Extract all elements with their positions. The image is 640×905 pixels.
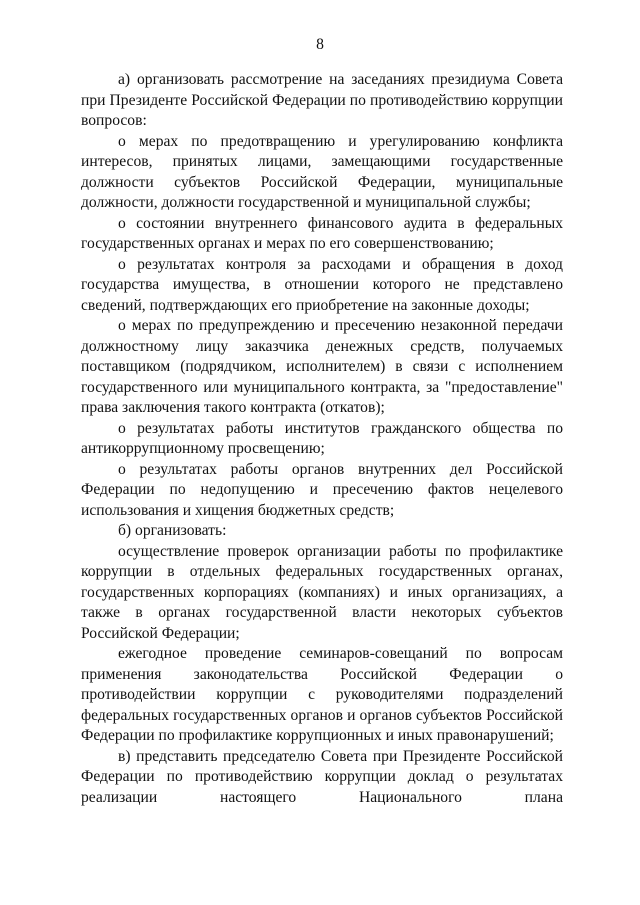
paragraph-inspections: осуществление проверок организации работы по профилактике коррупции в отдельных федеральных государственных органах, государственных корпорациях (компаниях) и иных организациях, а также в органах государственной власти некоторых субъектов Российской Федерации; <box>81 542 563 642</box>
paragraph-conflict-of-interest: о мерах по предотвращению и урегулированию конфликта интересов, принятых лицами, замещающими государственные должности субъектов Российской Федерации, муниципальные должности, должности государственной и муниципальной службы; <box>81 132 563 211</box>
document-body <box>81 70 563 808</box>
paragraph-a-intro: а) организовать рассмотрение на заседаниях президиума Совета при Президенте Российской Федерации по противодействию коррупции вопросов: <box>81 71 563 129</box>
page-number: 8 <box>316 36 324 53</box>
paragraph-expense-control: о результатах контроля за расходами и обращения в доход государства имущества, в отношении которого не представлено сведений, подтверждающих его приобретение на законные доходы; <box>81 255 563 314</box>
paragraph-seminars: ежегодное проведение семинаров-совещаний по вопросам применения законодательства Российской Федерации о противодействии коррупции с руководителями подразделений федеральных государственных органов и органов субъектов Российской Федерации по профилактике коррупционных и иных правонарушений; <box>81 645 563 744</box>
paragraph-civil-society: о результатах работы институтов гражданского общества по антикоррупционному просвещению; <box>81 419 563 457</box>
paragraph-internal-audit: о состоянии внутреннего финансового аудита в федеральных государственных органах и мерах по его совершенствованию; <box>81 214 563 252</box>
paragraph-b-intro: б) организовать: <box>118 522 227 539</box>
paragraph-kickbacks: о мерах по предупреждению и пресечению незаконной передачи должностному лицу заказчика денежных средств, получаемых поставщиком (подрядчиком, исполнителем) в связи с исполнением государственного или муниципального контракта, за "предоставление" права заключения такого контракта (откатов); <box>81 317 563 416</box>
paragraph-internal-affairs: о результатах работы органов внутренних дел Российской Федерации по недопущению и пресечению фактов нецелевого использования и хищения бюджетных средств; <box>81 460 563 519</box>
paragraph-v-report: в) представить председателю Совета при Президенте Российской Федерации по противодействию коррупции доклад о результатах реализации настоящего Национального плана <box>81 747 563 806</box>
